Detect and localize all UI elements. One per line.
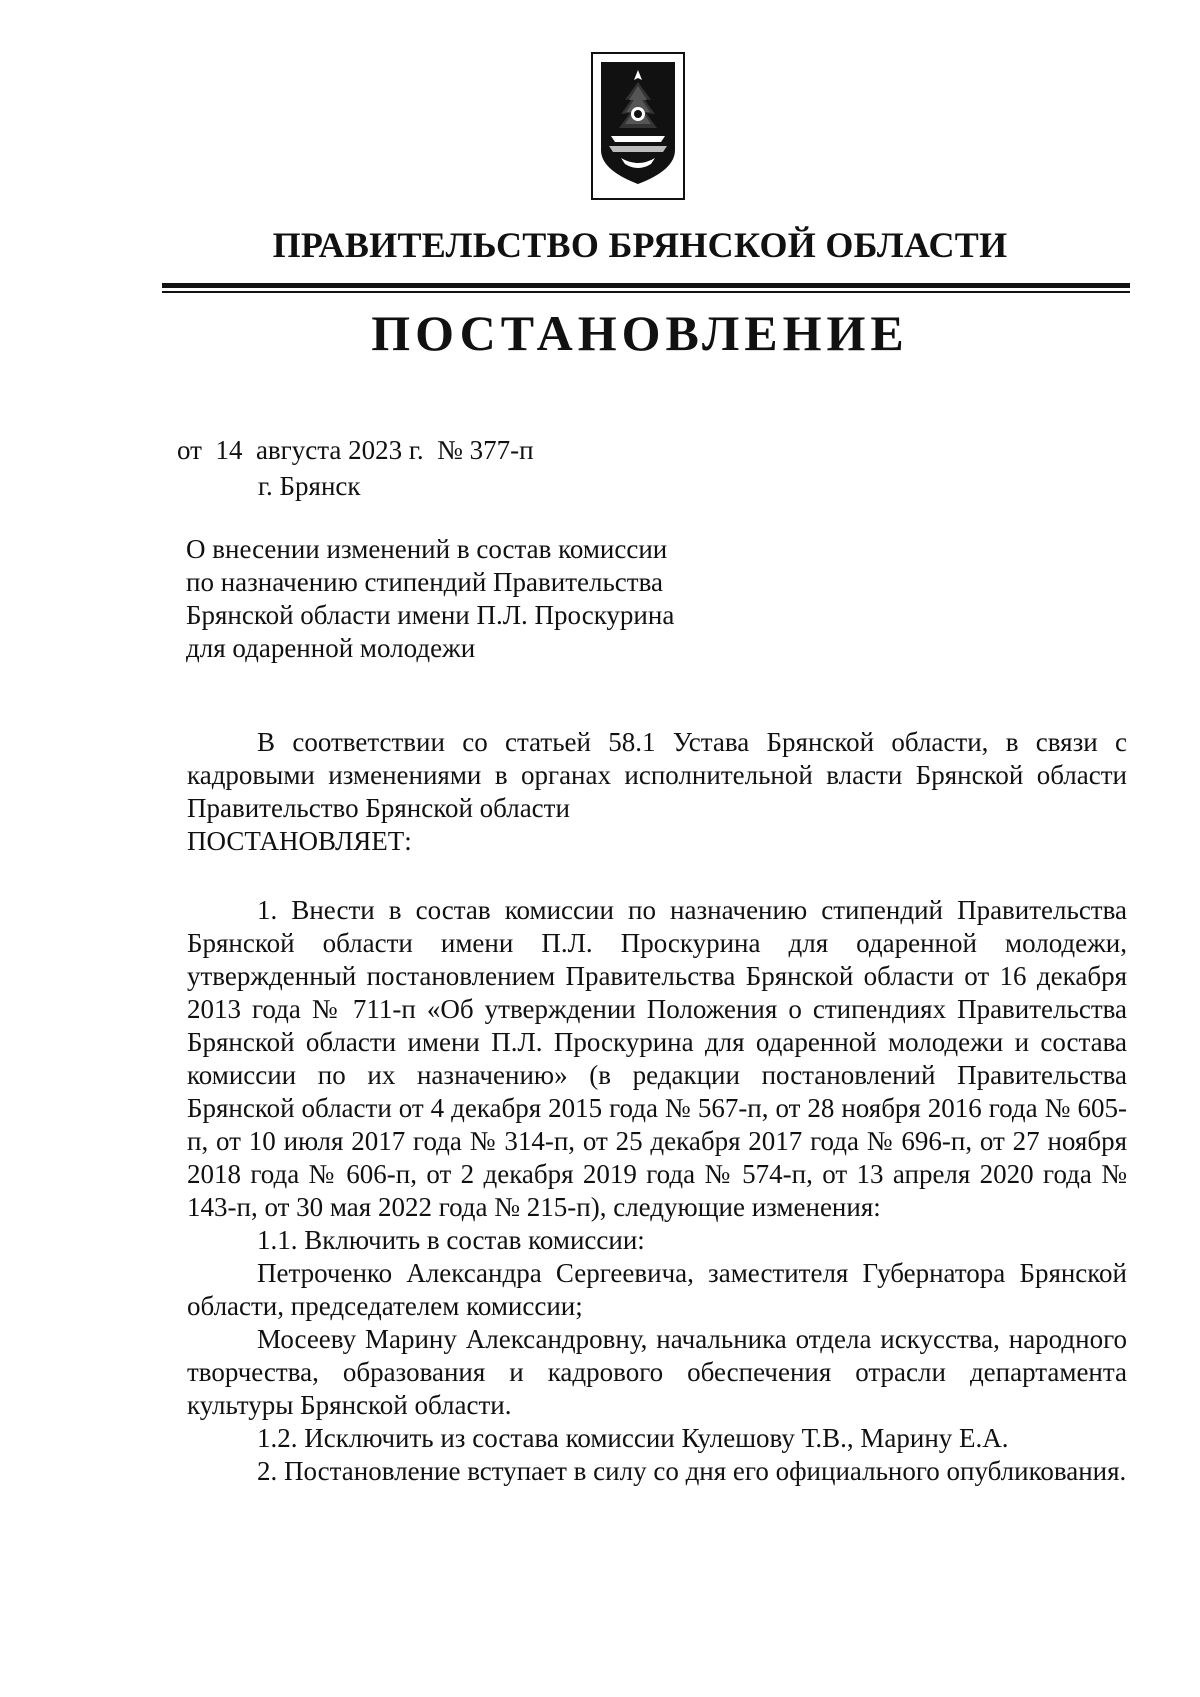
resolves-keyword: ПОСТАНОВЛЯЕТ: — [187, 826, 412, 856]
header-rule-thin — [162, 291, 1130, 293]
document-type-title: ПОСТАНОВЛЕНИЕ — [371, 305, 909, 361]
subject-block — [186, 533, 746, 665]
document-body — [187, 726, 1127, 1488]
subject-line: для одаренной молодежи — [186, 633, 476, 663]
subject-line: по назначению стипендий Правительства — [186, 567, 663, 597]
header-rule-thick — [162, 283, 1130, 288]
date-and-number: от 14 августа 2023 г. № 377-п — [177, 435, 534, 465]
item-1-1-b-paragraph: Мосееву Марину Александровну, начальника отдела искусства, народного творчества, образования и кадрового обеспечения отрасли департамента культуры Брянской области. — [187, 1324, 1127, 1420]
item-2-paragraph: 2. Постановление вступает в силу со дня его официального опубликования. — [257, 1456, 1127, 1486]
preamble-paragraph: В соответствии со статьей 58.1 Устава Брянской области, в связи с кадровыми изменениями в органах исполнительной власти Брянской области Правительство Брянской области — [187, 727, 1127, 823]
coat-of-arms-icon — [591, 52, 685, 200]
item-1-1-a-paragraph: Петроченко Александра Сергеевича, заместителя Губернатора Брянской области, председателем комиссии; — [187, 1258, 1127, 1321]
subject-line: О внесении изменений в состав комиссии — [186, 534, 668, 564]
item-1-1-paragraph: 1.1. Включить в состав комиссии: — [257, 1225, 645, 1255]
government-title: ПРАВИТЕЛЬСТВО БРЯНСКОЙ ОБЛАСТИ — [272, 225, 1008, 265]
paragraph-gap — [187, 858, 1127, 894]
item-1-paragraph: 1. Внести в состав комиссии по назначению стипендий Правительства Брянской области имени П.Л. Проскурина для одаренной молодежи, утвержденный постановлением Правительства Брянской области от 16 декабря 2013 года № 711-п «Об утверждении Положения о стипендиях Правительства Брянской области имени П.Л. Проскурина для одаренной молодежи и состава комиссии по их назначению» (в редакции постановлений Правительства Брянской области от 4 декабря 2015 года № 567-п, от 28 ноября 2016 года № 605-п, от 10 июля 2017 года № 314-п, от 25 декабря 2017 года № 696-п, от 27 ноября 2018 года № 606-п, от 2 декабря 2019 года № 574-п, от 13 апреля 2020 года № 143-п, от 30 мая 2022 года № 215-п), следующие изменения: — [187, 895, 1127, 1222]
city: г. Брянск — [258, 471, 361, 501]
subject-line: Брянской области имени П.Л. Проскурина — [186, 600, 675, 630]
item-1-2-paragraph: 1.2. Исключить из состава комиссии Кулешову Т.В., Марину Е.А. — [257, 1423, 1009, 1453]
